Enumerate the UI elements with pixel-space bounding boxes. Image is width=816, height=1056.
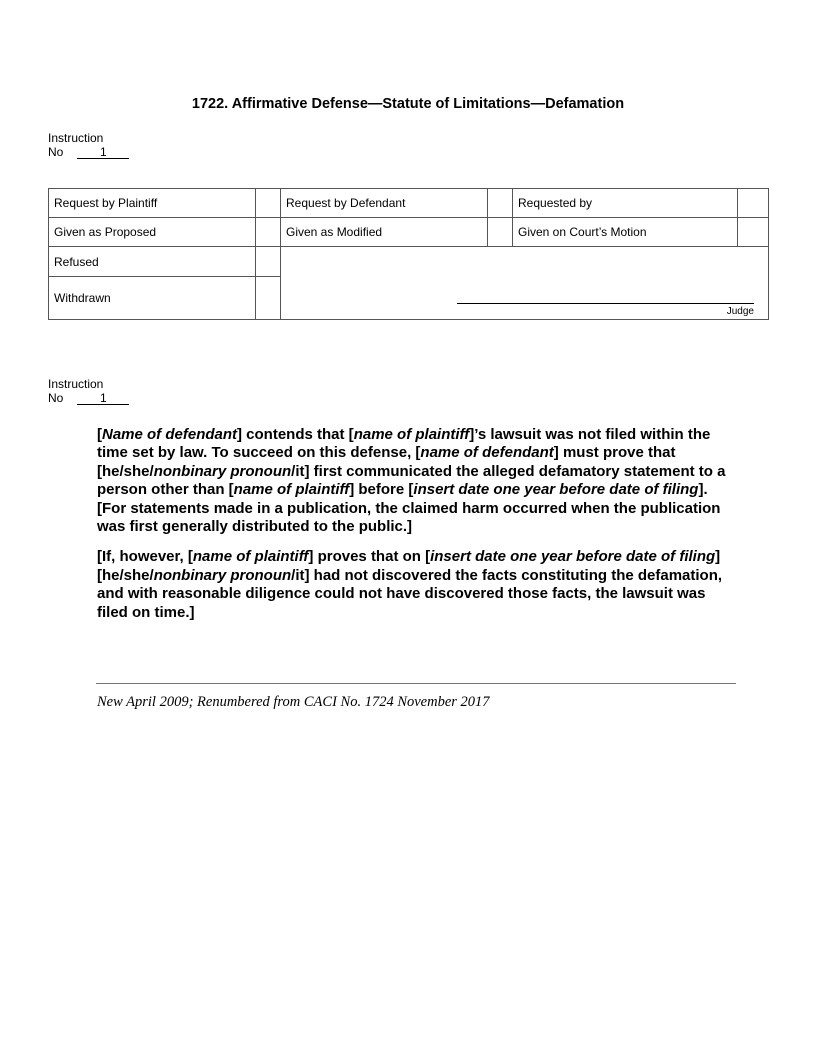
text-run: ] [he/she/ xyxy=(97,548,721,584)
text-run: ] contends that [ xyxy=(237,426,354,443)
placeholder-text: nonbinary pronoun xyxy=(153,566,292,584)
placeholder-text: Name of defendant xyxy=(102,426,238,443)
text-run: ]. [For statements made in a publication, the claimed harm occurred when the publication was first generally distributed to the public.] xyxy=(97,481,721,536)
text-run: ] proves that on [ xyxy=(308,548,431,566)
history-note: New April 2009; Renumbered from CACI No. 1724 November 2017 xyxy=(97,694,490,710)
requested-by-checkbox[interactable] xyxy=(738,189,769,218)
request-by-defendant-checkbox[interactable] xyxy=(488,189,513,218)
placeholder-text: insert date one year before date of filing xyxy=(430,548,716,566)
placeholder-text: name of plaintiff xyxy=(192,548,309,566)
text-run: [If, however, [ xyxy=(97,548,193,566)
given-on-courts-motion-label: Given on Court’s Motion xyxy=(513,218,738,247)
section-divider xyxy=(96,683,736,684)
instruction-number-bottom xyxy=(48,377,129,405)
request-by-plaintiff-label: Request by Plaintiff xyxy=(49,189,256,218)
instruction-number-field[interactable]: 1 xyxy=(77,392,129,405)
given-as-proposed-label: Given as Proposed xyxy=(49,218,256,247)
withdrawn-checkbox[interactable] xyxy=(256,276,281,319)
text-run: [ xyxy=(97,426,102,443)
given-as-proposed-checkbox[interactable] xyxy=(256,218,281,247)
judge-signature-area xyxy=(281,247,769,320)
page-title: 1722. Affirmative Defense—Statute of Limitations—Defamation xyxy=(191,96,625,112)
judge-label: Judge xyxy=(726,306,754,317)
instruction-label: Instruction xyxy=(48,131,104,145)
instruction-paragraph-1 xyxy=(97,426,737,536)
request-by-plaintiff-checkbox[interactable] xyxy=(256,189,281,218)
judge-signature-line[interactable] xyxy=(457,303,754,304)
instruction-text xyxy=(97,426,737,634)
instruction-number-field[interactable]: 1 xyxy=(77,146,129,159)
refused-checkbox[interactable] xyxy=(256,247,281,276)
placeholder-text: name of plaintiff xyxy=(233,481,350,499)
text-run: ]’s lawsuit was not filed within the time set by law. To succeed on this defense, [ xyxy=(97,426,711,462)
text-run: /it] had not discovered the facts constituting the defamation, and with reasonable diligence could not have discovered those facts, the lawsuit was filed on time.] xyxy=(97,566,723,621)
instruction-number-top xyxy=(48,131,129,159)
instruction-paragraph-2 xyxy=(97,548,737,622)
text-run: ] must prove that [he/she/ xyxy=(97,444,676,480)
placeholder-text: name of plaintiff xyxy=(353,426,470,443)
placeholder-text: insert date one year before date of filing xyxy=(413,481,699,499)
text-run: /it] first communicated the alleged defamatory statement to a person other than [ xyxy=(97,462,726,499)
refused-label: Refused xyxy=(49,247,256,276)
no-label: No xyxy=(48,145,64,159)
no-label: No xyxy=(48,391,64,405)
request-by-defendant-label: Request by Defendant xyxy=(281,189,488,218)
instruction-label: Instruction xyxy=(48,377,104,391)
withdrawn-label: Withdrawn xyxy=(49,276,256,319)
given-as-modified-checkbox[interactable] xyxy=(488,218,513,247)
given-as-modified-label: Given as Modified xyxy=(281,218,488,247)
text-run: ] before [ xyxy=(349,481,414,499)
requested-by-label: Requested by xyxy=(513,189,738,218)
placeholder-text: nonbinary pronoun xyxy=(153,462,292,480)
request-table xyxy=(48,188,769,320)
placeholder-text: name of defendant xyxy=(420,444,554,462)
given-on-courts-motion-checkbox[interactable] xyxy=(738,218,769,247)
